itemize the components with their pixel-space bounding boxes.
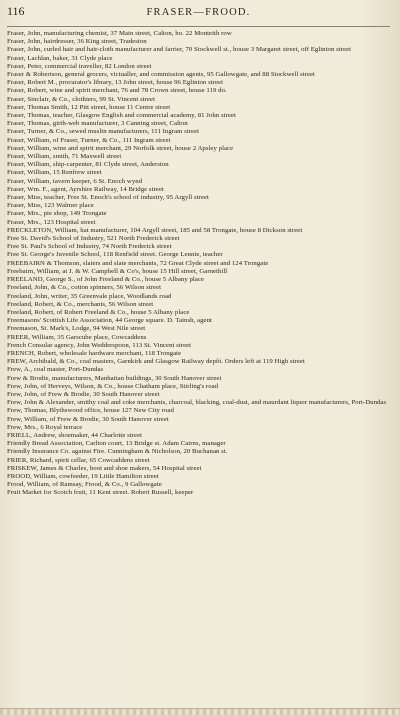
directory-entry: FRENCH, Robert, wholesale hardware merchant, 118 Trongate xyxy=(7,349,182,357)
directory-entry: Fraser, William, wine and spirit merchant, 29 Norfolk street, house 2 Apsley place xyxy=(7,144,234,152)
directory-entry: Fraser, Lachlan, baker, 31 Clyde place xyxy=(7,54,113,62)
directory-entry: Frew, John, of Frew & Brodie, 30 South Hanover street xyxy=(7,390,160,398)
directory-entry: Frew, John, of Herveys, Wilson, & Co., house Chatham place, Stirling's road xyxy=(7,382,219,390)
directory-entry: Free St. Paul's School of Industry, 74 North Frederick street xyxy=(7,243,172,251)
directory-entry: Fraser, Thomas, girth-web manufacturer, 3 Canning street, Calton xyxy=(7,120,188,128)
directory-entry: Fraser, Miss, teacher, Free St. Enoch's school of industry, 95 Argyll street xyxy=(7,194,209,202)
directory-entry: Frew, Thomas, Blythswood office, house 127 New City road xyxy=(7,407,174,415)
directory-entry: Free St. David's School of Industry, 521 North Frederick street xyxy=(7,235,180,243)
directory-entry: Fraser, Robert M., procurator's library, 13 John street, house 96 Eglinton street xyxy=(7,79,224,87)
directory-entry: Fraser, Wm. F., agent, Ayrshire Railway, 14 Bridge street xyxy=(7,185,164,193)
directory-entry: Freemasons' Scottish Life Association, 44 George square. D. Tainsh, agent xyxy=(7,317,212,325)
directory-entry: Fraser, Thomas, teacher, Glasgow English and commercial academy, 81 John street xyxy=(7,112,236,120)
directory-entry: Frew, A., coal master, Port-Dundas xyxy=(7,366,104,374)
directory-entry: Fraser, Mrs., 123 Hospital street xyxy=(7,218,96,226)
directory-entry: Fraser, William, ship-carpenter, 81 Clyde street, Anderston xyxy=(7,161,169,169)
directory-entry: Fraser, William, smith, 71 Maxwell street xyxy=(7,153,122,161)
directory-entry: Freeland, John, & Co., cotton spinners, 56 Wilson street xyxy=(7,284,162,292)
directory-entry: FROOD, William, cowfeeder, 19 Little Hamilton street xyxy=(7,472,159,480)
directory-entry: Fraser, William, tavern keeper, 6 St. Enoch wynd xyxy=(7,177,143,185)
directory-entry: Fraser & Robertson, general grocers, victualler, and commission agents, 95 Gallowgate, and 88 Stockwell street xyxy=(7,71,315,79)
page-header xyxy=(7,4,390,27)
directory-entry: Freebairn, William, at J. & W. Campbell & Co's, house 15 Hill street, Garnethill xyxy=(7,267,228,275)
directory-entry: Fraser, John, hairdresser, 36 King street, Tradeston xyxy=(7,38,147,46)
directory-entry: Frood, William, of Ramsay, Frood, & Co., 9 Gallowgate xyxy=(7,481,162,489)
directory-entry: Freeland, Robert, & Co., merchants, 56 Wilson street xyxy=(7,300,154,308)
directory-entry: Fraser, John, curled hair and hair-cloth manufacturer and farrier, 70 Stockwell st., house 3 Margaret street, off Eglinton street xyxy=(7,46,352,54)
directory-entry: FRISKEW, James & Charles, boot and shoe makers, 54 Hospital street xyxy=(7,464,202,472)
directory-entry: Fruit Market for Scotch fruit, 11 Kent street. Robert Russell, keeper xyxy=(7,489,194,497)
running-head: FRASER—FROOD. xyxy=(146,7,251,18)
directory-entry: Friendly Bread Association, Carlton court, 13 Bridge st. Adam Cairns, manager xyxy=(7,440,226,448)
directory-entry: Freeland, Robert, of Robert Freeland & Co., house 5 Albany place xyxy=(7,308,190,316)
directory-entries xyxy=(7,30,390,498)
directory-entry: Fraser, John, manufacturing chemist, 37 Main street, Calton, ho. 22 Monteith row xyxy=(7,30,232,37)
directory-entry: Free St. George's Juvenile School, 118 Renfield street. George Lennie, teacher xyxy=(7,251,223,259)
directory-entry: Freeland, John, writer, 35 Greenvale place, Woodlands road xyxy=(7,292,172,300)
directory-entry: FREEBAIRN & Thomson, slaters and slate merchants, 72 Great Clyde street and 124 Trongate xyxy=(7,259,269,267)
directory-entry: Friendly Insurance Co. against Fire. Cunningham & Nicholson, 20 Buchanan st. xyxy=(7,448,228,456)
directory-entry: Freemason, St. Mark's, Lodge, 94 West Nile street xyxy=(7,325,146,333)
directory-entry: Fraser, Mrs., pie shop, 149 Trongate xyxy=(7,210,107,218)
directory-entry: Fraser, Peter, commercial traveller, 82 London street xyxy=(7,62,152,70)
directory-entry: French Consular agency, John Wedderspoon, 113 St. Vincent street xyxy=(7,341,192,349)
directory-entry: Fraser, William, of Fraser, Turner, & Co., 111 Ingram street xyxy=(7,136,171,144)
directory-entry: Fraser, Robert, wine and spirit merchant, 76 and 78 Crown street, house 119 do. xyxy=(7,87,227,95)
page-number: 116 xyxy=(7,4,25,18)
directory-entry: Fraser, William, 15 Renfrew street xyxy=(7,169,102,177)
directory-entry: FRIELL, Andrew, shoemaker, 44 Charlotte street xyxy=(7,431,143,439)
directory-entry: FREER, William, 35 Garscube place, Cowcaddens xyxy=(7,333,147,341)
directory-entry: Frew, John & Alexander, smithy coal and coke merchants, charcoal, blacking, coal-dust, and maurdant liquor manufacturers, Port-Dundas xyxy=(7,399,387,407)
directory-entry: Fraser, Sinclair, & Co., clothiers, 99 St. Vincent street xyxy=(7,95,156,103)
directory-entry: FRECKLETON, William, hat manufacturer, 104 Argyll street, 185 and 58 Trongate, house 8 Dickson street xyxy=(7,226,303,234)
directory-entry: Frew, William, of Frew & Brodie, 30 South Hanover street xyxy=(7,415,169,423)
directory-entry: Frew, Mrs., 6 Royal terrace xyxy=(7,423,83,431)
directory-entry: FRIER, Richard, spirit cellar, 65 Cowcaddens street xyxy=(7,456,150,464)
directory-entry: FREELAND, George S., of John Freeland & Co., house 5 Albany place xyxy=(7,276,204,284)
directory-entry: Fraser, Turner, & Co., sewed muslin manufacturers, 111 Ingram street xyxy=(7,128,200,136)
directory-entry: Fraser, Miss, 123 Walmer place xyxy=(7,202,94,210)
page-bottom-edge xyxy=(0,708,400,715)
directory-entry: FREW, Archibald, & Co., coal masters, Garnkirk and Glasgow Railway depôt. Orders left at 119 High street xyxy=(7,358,305,366)
directory-entry: Frew & Brodie, manufacturers, Manhattan buildings, 30 South Hanover street xyxy=(7,374,222,382)
directory-entry: Fraser, Thomas Smith, 12 Pitt street, house 11 Centre street xyxy=(7,103,171,111)
